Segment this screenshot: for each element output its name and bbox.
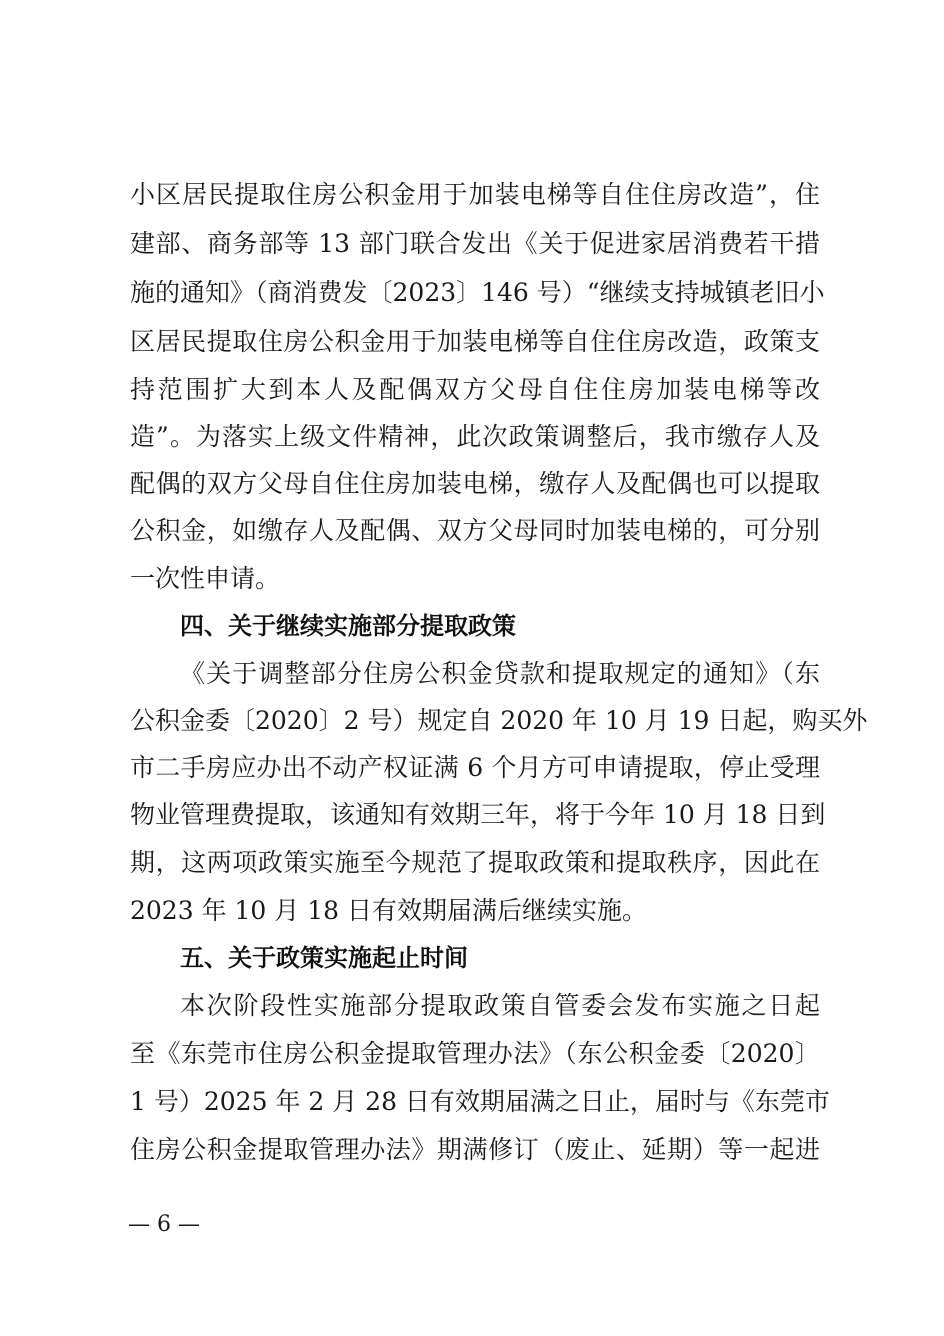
section-heading-5: 五、关于政策实施起止时间 (180, 944, 468, 972)
paragraph-1-line-1: 小区居民提取住房公积金用于加装电梯等自住住房改造”，住 (130, 180, 820, 209)
paragraph-1-line-7: 配偶的双方父母自住住房加装电梯，缴存人及配偶也可以提取 (130, 469, 820, 498)
paragraph-1-line-5: 持范围扩大到本人及配偶双方父母自住住房加装电梯等改 (130, 375, 820, 404)
page-number: — 6 — (128, 1212, 200, 1237)
paragraph-1-line-6: 造”。为落实上级文件精神，此次政策调整后，我市缴存人及 (130, 422, 820, 451)
paragraph-2-line-1: 《关于调整部分住房公积金贷款和提取规定的通知》（东 (180, 659, 820, 688)
paragraph-1-line-4: 区居民提取住房公积金用于加装电梯等自住住房改造，政策支 (130, 327, 820, 356)
paragraph-1-line-8: 公积金，如缴存人及配偶、双方父母同时加装电梯的，可分别 (130, 516, 820, 545)
paragraph-2-line-4: 物业管理费提取，该通知有效期三年，将于今年 10 月 18 日到 (130, 800, 826, 829)
paragraph-3-line-2: 至《东莞市住房公积金提取管理办法》（东公积金委〔2020〕 (130, 1039, 820, 1068)
paragraph-3-line-4: 住房公积金提取管理办法》期满修订（废止、延期）等一起进 (130, 1135, 820, 1164)
paragraph-2-line-6: 2023 年 10 月 18 日有效期届满后继续实施。 (130, 896, 647, 925)
paragraph-1-line-9: 一次性申请。 (130, 564, 281, 593)
paragraph-1-line-3: 施的通知》（商消费发〔2023〕146 号）“继续支持城镇老旧小 (130, 278, 825, 307)
paragraph-3-line-1: 本次阶段性实施部分提取政策自管委会发布实施之日起 (180, 991, 820, 1020)
section-heading-4: 四、关于继续实施部分提取政策 (180, 612, 516, 640)
paragraph-2-line-2: 公积金委〔2020〕2 号）规定自 2020 年 10 月 19 日起，购买外 (130, 706, 868, 735)
paragraph-2-line-5: 期，这两项政策实施至今规范了提取政策和提取秩序，因此在 (130, 848, 820, 877)
paragraph-2-line-3: 市二手房应办出不动产权证满 6 个月方可申请提取，停止受理 (130, 753, 820, 782)
paragraph-1-line-2: 建部、商务部等 13 部门联合发出《关于促进家居消费若干措 (130, 229, 820, 258)
paragraph-3-line-3: 1 号）2025 年 2 月 28 日有效期届满之日止，届时与《东莞市 (130, 1087, 830, 1116)
